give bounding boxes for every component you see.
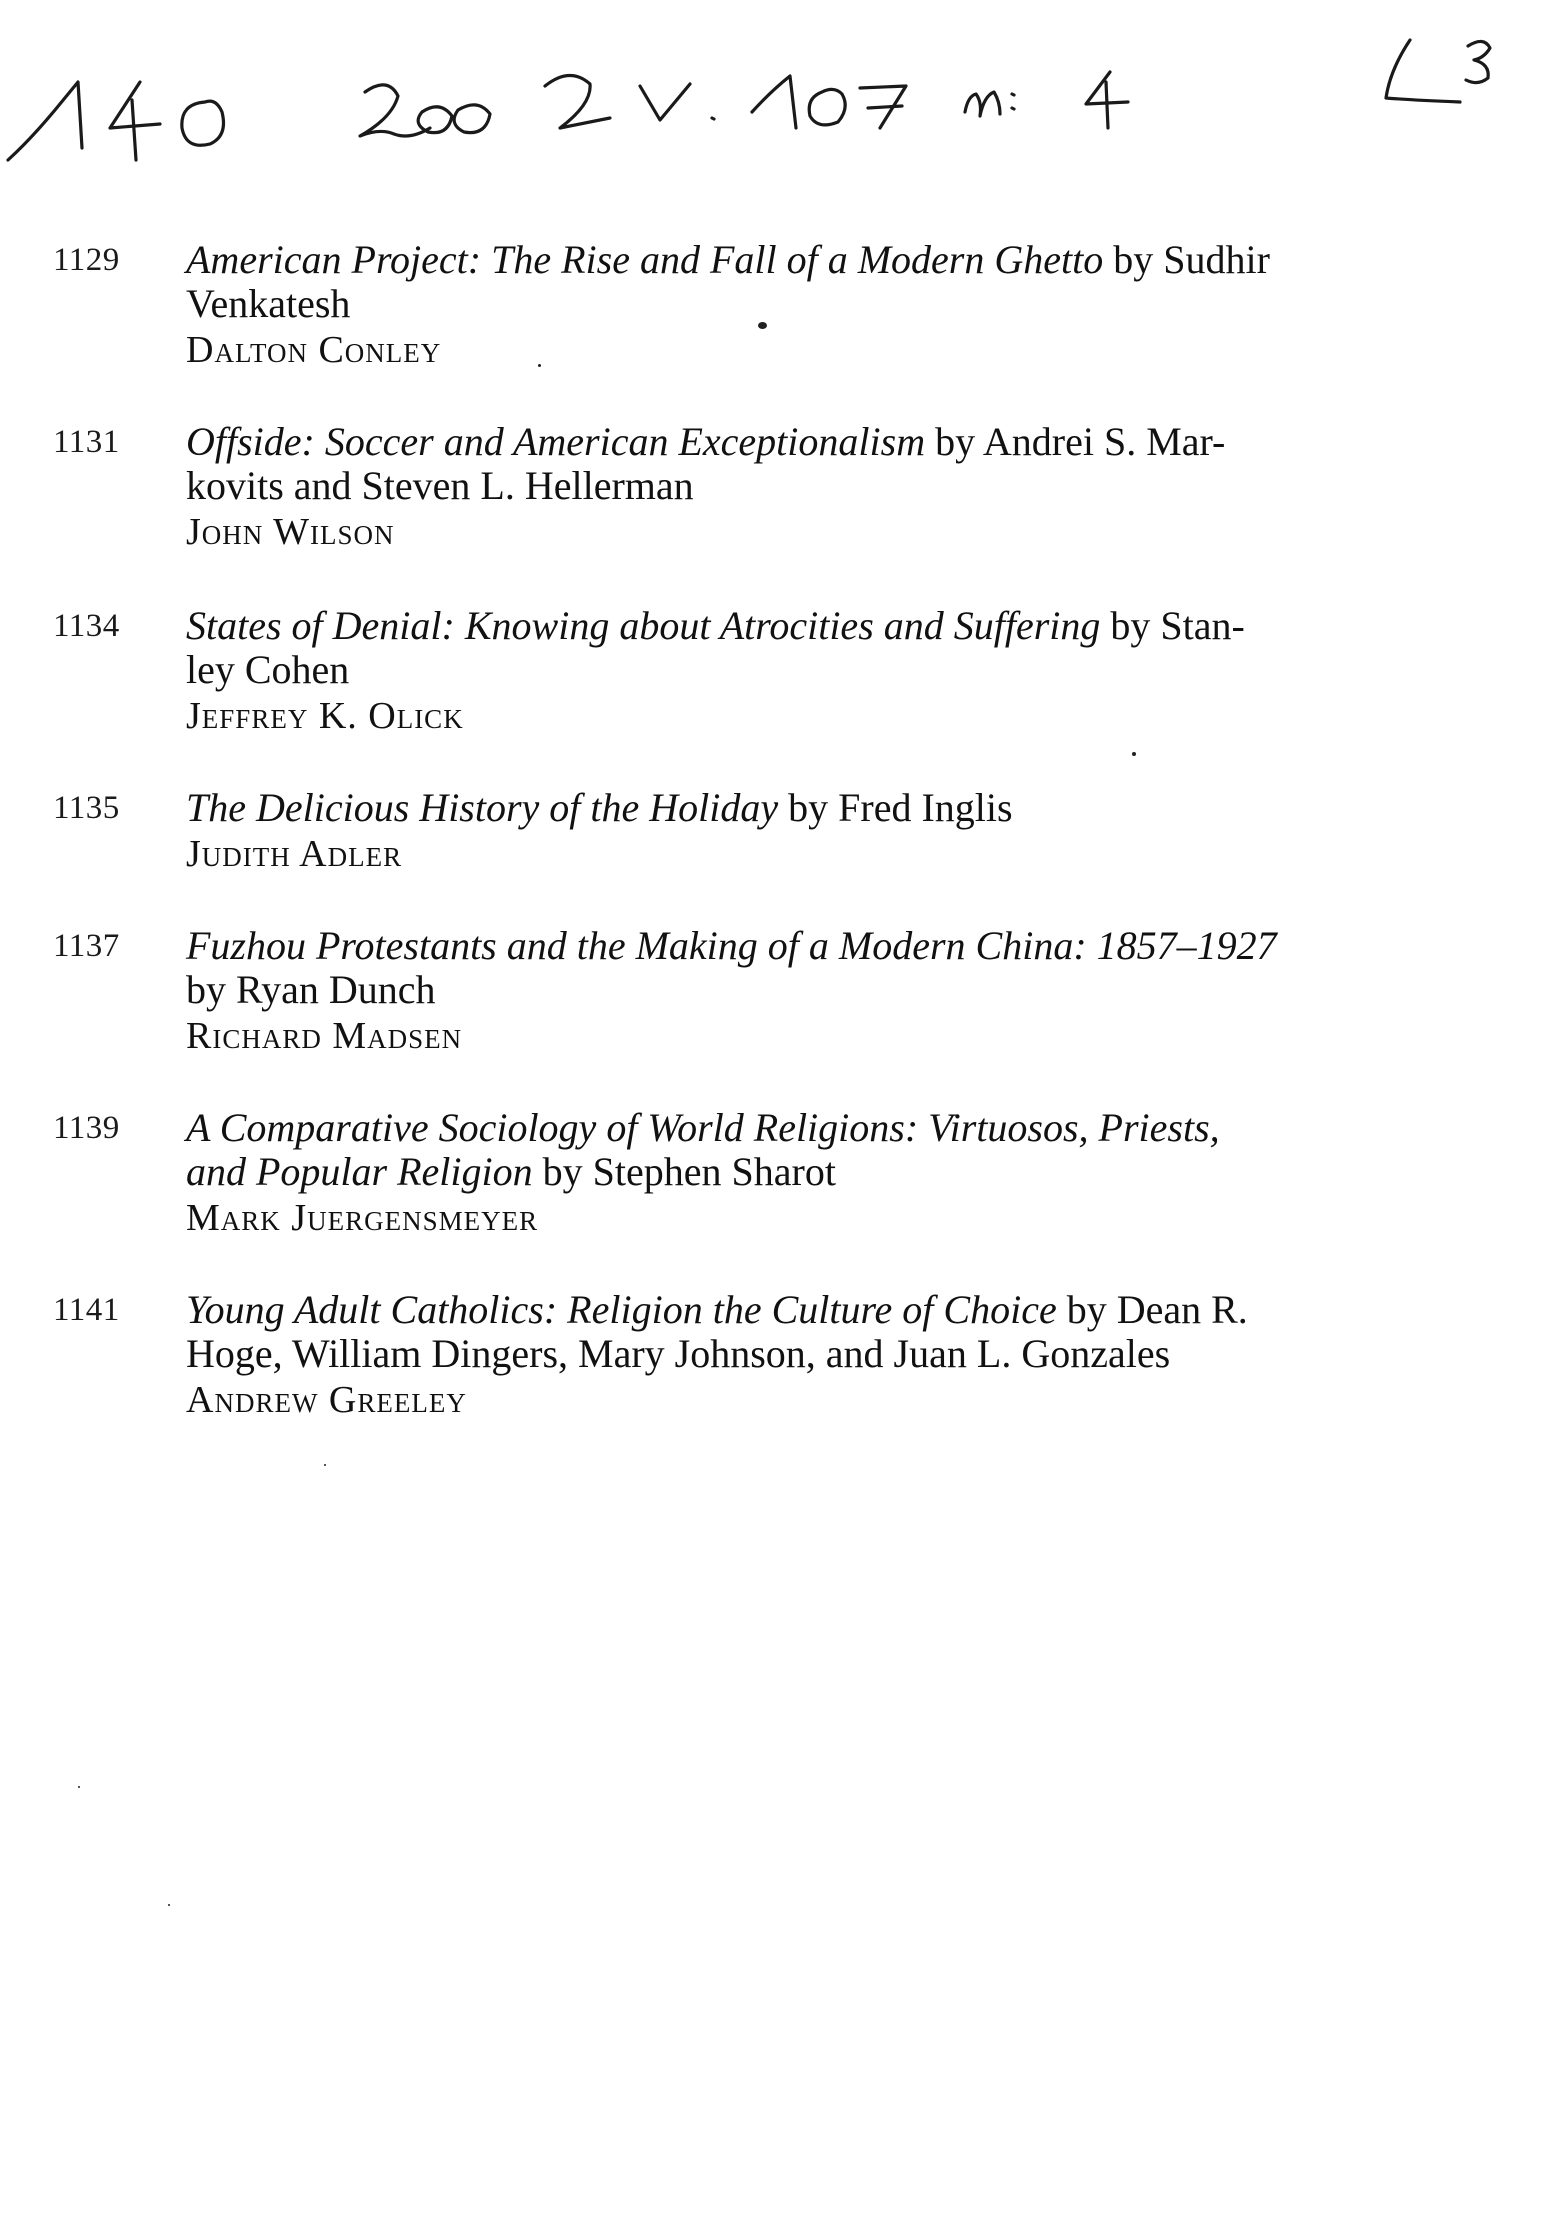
page-number: 1129 bbox=[53, 242, 120, 278]
reviewer-name: Richard Madsen bbox=[186, 1015, 463, 1057]
entry-body bbox=[186, 1106, 1366, 1241]
handwritten-annotation bbox=[0, 0, 1542, 190]
book-byline: by Sudhir bbox=[1103, 237, 1270, 282]
scan-speck bbox=[168, 1904, 170, 1906]
page-number: 1134 bbox=[53, 608, 120, 644]
entry-line bbox=[186, 238, 1366, 282]
entry-line bbox=[186, 1288, 1366, 1332]
book-byline: Venkatesh bbox=[186, 281, 351, 326]
book-byline: by Andrei S. Mar- bbox=[925, 419, 1226, 464]
book-byline: Hoge, William Dingers, Mary Johnson, and Juan L. Gonzales bbox=[186, 1331, 1171, 1376]
book-byline: ley Cohen bbox=[186, 647, 350, 692]
book-byline: by Ryan Dunch bbox=[186, 967, 436, 1012]
entry-line bbox=[186, 1150, 1366, 1194]
entry-body bbox=[186, 924, 1366, 1059]
book-title: and Popular Religion bbox=[186, 1149, 533, 1194]
scan-speck bbox=[538, 364, 541, 367]
entry-line bbox=[186, 1332, 1366, 1376]
entry-line bbox=[186, 282, 1366, 326]
reviewer-name: Andrew Greeley bbox=[186, 1379, 467, 1421]
reviewer-name: Dalton Conley bbox=[186, 329, 442, 371]
page-number: 1135 bbox=[53, 790, 120, 826]
book-byline: kovits and Steven L. Hellerman bbox=[186, 463, 694, 508]
page-number: 1131 bbox=[53, 424, 120, 460]
entry-line bbox=[186, 786, 1366, 830]
book-title: Fuzhou Protestants and the Making of a Modern China: 1857–1927 bbox=[186, 923, 1277, 968]
entry-body bbox=[186, 786, 1366, 877]
book-title: American Project: The Rise and Fall of a Modern Ghetto bbox=[186, 237, 1104, 282]
entry-line bbox=[186, 648, 1366, 692]
entry-body bbox=[186, 238, 1366, 373]
entry-body bbox=[186, 420, 1366, 555]
reviewer-name: Mark Juergensmeyer bbox=[186, 1197, 539, 1239]
entry-line bbox=[186, 420, 1366, 464]
entry-line bbox=[186, 1106, 1366, 1150]
book-byline: by Fred Inglis bbox=[778, 785, 1013, 830]
page-number: 1141 bbox=[53, 1292, 120, 1328]
book-title: Offside: Soccer and American Exceptionalism bbox=[186, 419, 926, 464]
entry-line bbox=[186, 464, 1366, 508]
page-number: 1137 bbox=[53, 928, 120, 964]
entry-line bbox=[186, 924, 1366, 968]
book-byline: by Dean R. bbox=[1056, 1287, 1248, 1332]
page-number: 1139 bbox=[53, 1110, 120, 1146]
book-title: States of Denial: Knowing about Atrocities and Suffering bbox=[186, 603, 1101, 648]
book-byline: by Stephen Sharot bbox=[532, 1149, 836, 1194]
handwriting-drawing bbox=[0, 0, 1542, 190]
scan-speck bbox=[758, 322, 767, 329]
scan-speck bbox=[78, 1786, 80, 1788]
reviewer-name: Judith Adler bbox=[186, 833, 403, 875]
scan-speck bbox=[1132, 752, 1136, 756]
entry-line bbox=[186, 604, 1366, 648]
book-title: Young Adult Catholics: Religion the Culture of Choice bbox=[186, 1287, 1057, 1332]
entry-line bbox=[186, 968, 1366, 1012]
entry-body bbox=[186, 1288, 1366, 1423]
book-title: A Comparative Sociology of World Religions: Virtuosos, Priests, bbox=[186, 1105, 1220, 1150]
entry-body bbox=[186, 604, 1366, 739]
book-title: The Delicious History of the Holiday bbox=[186, 785, 779, 830]
reviewer-name: Jeffrey K. Olick bbox=[186, 695, 464, 737]
book-byline: by Stan- bbox=[1100, 603, 1245, 648]
scan-speck bbox=[324, 1464, 326, 1466]
reviewer-name: John Wilson bbox=[186, 511, 395, 553]
